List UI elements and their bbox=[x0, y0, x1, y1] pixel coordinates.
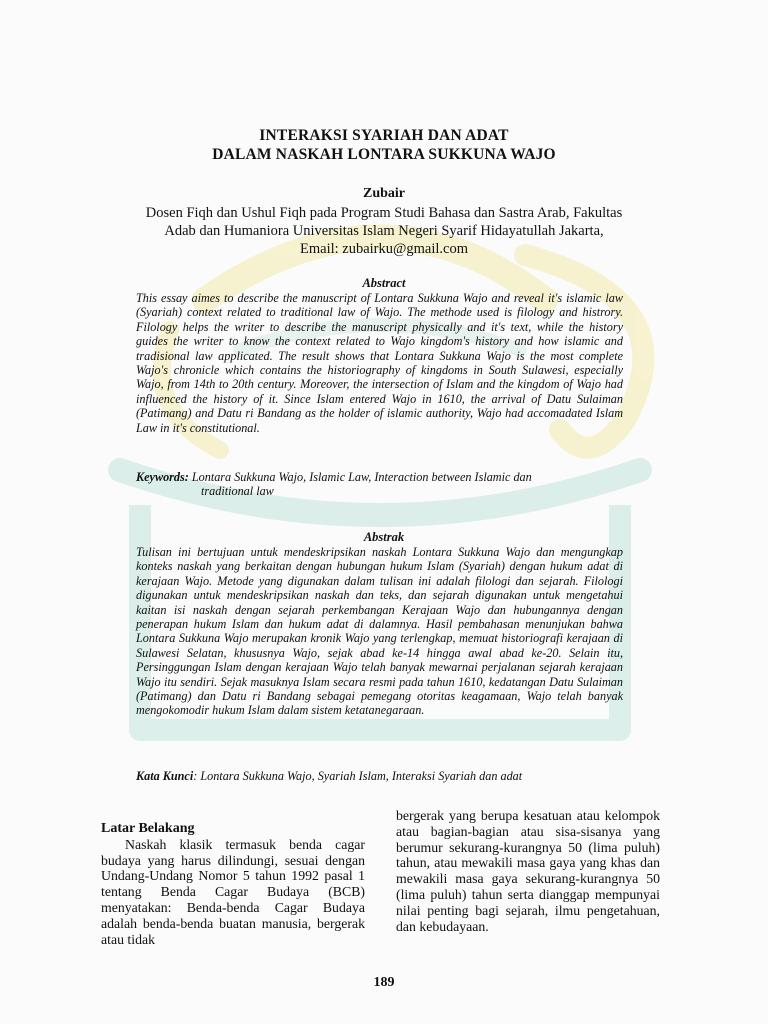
author-name: Zubair bbox=[362, 186, 405, 201]
keywords-en bbox=[136, 470, 623, 499]
body-paragraph-left: Naskah klasik termasuk benda cagar budaya yang harus dilindungi, sesuai dengan Undang-Undang Nomor 5 tahun 1992 pasal 1 tentang Benda Cagar Budaya (BCB) menyatakan: Benda-benda Cagar Budaya adalah benda-benda buatan manusia, bergerak atau tidak bbox=[101, 836, 365, 947]
keywords-en-line-2: traditional law bbox=[201, 484, 274, 499]
keywords-id-text: : Lontara Sukkuna Wajo, Syariah Islam, Interaksi Syariah dan adat bbox=[193, 769, 523, 783]
keywords-id-label: Kata Kunci bbox=[136, 769, 194, 783]
keywords-en-label: Keywords: bbox=[136, 470, 189, 484]
title-line-2: DALAM NASKAH LONTARA SUKKUNA WAJO bbox=[212, 146, 556, 163]
author-affiliation bbox=[100, 204, 668, 258]
paper-title bbox=[0, 126, 768, 164]
abstract-en-heading: Abstract bbox=[362, 276, 406, 290]
affiliation-line-1: Dosen Fiqh dan Ushul Fiqh pada Program Studi Bahasa dan Sastra Arab, Fakultas bbox=[145, 205, 623, 221]
body-paragraph-right: bergerak yang berupa kesatuan atau kelompok atau bagian-bagian atau sisa-sisanya yang berumur sekurang-kurangnya 50 (lima puluh) tahun, atau mewakili masa gaya yang khas dan mewakili masa gaya sekurang-kurangnya 50 (lima puluh) tahun serta dianggap mempunyai nilai penting bagi sejarah, ilmu pengetahuan, dan kebudayaan. bbox=[396, 808, 660, 934]
page-number: 189 bbox=[373, 975, 395, 990]
body-left-column bbox=[101, 821, 365, 947]
title-line-1: INTERAKSI SYARIAH DAN ADAT bbox=[259, 127, 509, 144]
keywords-id bbox=[136, 769, 623, 783]
abstract-id-body: Tulisan ini bertujuan untuk mendeskripsikan naskah Lontara Sukkuna Wajo dan mengungkap konteks naskah yang berkaitan dengan hubungan hukum Islam (Syariah) dengan hukum adat di kerajaan Wajo. Metode yang digunakan dalam tulisan ini adalah filologi dan sejarah. Filologi digunakan untuk mendeskripsikan naskah dan teks, dan sejarah digunakan untuk mengetahui kaitan isi naskah dengan sejarah perkembangan Kerajaan Wajo dan hubungannya dengan penerapan hukum Islam dan hukum adat di dalamnya. Hasil pembahasan menunjukan bahwa Lontara Sukkuna Wajo merupakan kronik Wajo yang terlengkap, memuat historiografi kerajaan di Sulawesi Selatan, khususnya Wajo, sejak abad ke-14 hingga awal abad ke-20. Selain itu, Persinggungan Islam dengan kerajaan Wajo telah banyak mewarnai perjalanan sejarah kerajaan Wajo itu sendiri. Sejak masuknya Islam secara resmi pada tahun 1610, kedatangan Datu Sulaiman (Patimang) dan Datu ri Bandang sebagai pemegang otoritas keagamaan, Wajo telah banyak mengokomodir hukum Islam dalam sistem ketatanegaraan. bbox=[136, 545, 623, 718]
author-email: Email: zubairku@gmail.com bbox=[300, 241, 468, 257]
body-right-column bbox=[396, 808, 660, 934]
affiliation-line-2: Adab dan Humaniora Universitas Islam Negeri Syarif Hidayatullah Jakarta, bbox=[164, 223, 604, 239]
abstract-en-body: This essay aimes to describe the manuscript of Lontara Sukkuna Wajo and reveal it's islamic law (Syariah) context related to traditional law of Wajo. The methode used is filology and histrory. Filology helps the writer to describe the manuscript physically and it's text, while the history guides the writer to know the context related to Wajo kingdom's history and how islamic and tradisional law applicated. The result shows that Lontara Sukkuna Wajo is the most complete Wajo's chronicle which contains the historiography of kingdoms in South Sulawesi, especially Wajo, from 14th to 20th century. Moreover, the intersection of Islam and the kingdom of Wajo had influenced the history of it. Since Islam entered Wajo in 1610, the arrival of Datu Sulaiman (Patimang) and Datu ri Bandang as the holder of islamic authority, Wajo had accomadated Islam Law in it's constitutional. bbox=[136, 291, 623, 435]
abstract-id-heading: Abstrak bbox=[363, 530, 405, 544]
section-heading-latar-belakang: Latar Belakang bbox=[101, 821, 195, 836]
keywords-en-line-1: Lontara Sukkuna Wajo, Islamic Law, Interaction between Islamic dan bbox=[191, 470, 532, 484]
